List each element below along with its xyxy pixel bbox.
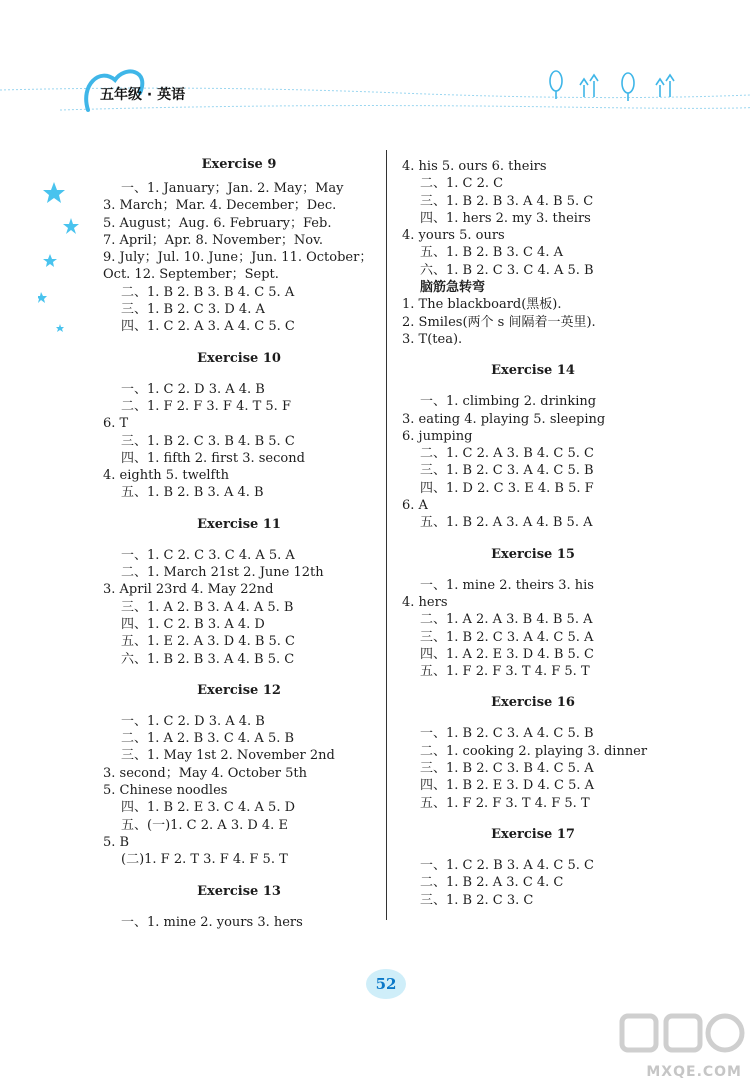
answer-line: 四、1. C 2. B 3. A 4. D (121, 616, 265, 632)
answer-line: 6. A (402, 498, 428, 514)
answer-line: 4. his 5. ours 6. theirs (402, 159, 547, 174)
watermark-site-text: MXQE.COM (646, 1064, 742, 1080)
answer-line: 5. Chinese noodles (103, 783, 228, 799)
answer-line: 三、1. B 2. C 3. D 4. A (121, 302, 265, 318)
answer-line: 一、1. C 2. C 3. C 4. A 5. A (121, 547, 295, 563)
answer-line: 四、1. C 2. A 3. A 4. C 5. C (121, 319, 295, 335)
answer-line: 二、1. B 2. A 3. C 4. C (420, 875, 564, 891)
watermark-logo (560, 1010, 750, 1088)
answer-line: 2. Smiles(两个 s 间隔着一英里). (402, 314, 596, 330)
answer-line: 二、1. B 2. B 3. B 4. C 5. A (121, 284, 295, 300)
exercise-heading: Exercise 9 (201, 157, 277, 172)
answer-line: 五、1. F 2. F 3. T 4. F 5. T (420, 795, 590, 811)
exercise-heading: Exercise 14 (491, 363, 575, 379)
answer-line: 五、1. B 2. B 3. C 4. A (420, 245, 563, 261)
answer-line: 3. second；May 4. October 5th (103, 765, 307, 781)
answer-column-left (103, 158, 375, 931)
answer-line: Oct. 12. September；Sept. (103, 267, 279, 283)
answer-line: (二)1. F 2. T 3. F 4. F 5. T (121, 852, 288, 868)
exercise-heading: Exercise 11 (197, 516, 281, 532)
answer-line: 二、1. C 2. C (420, 176, 504, 192)
exercise-heading: Exercise 10 (197, 350, 281, 366)
exercise-heading: Exercise 12 (197, 682, 281, 698)
page-number: 52 (366, 969, 406, 999)
answer-line: 5. B (103, 834, 130, 850)
answer-line: 脑筋急转弯 (420, 280, 486, 296)
answer-line: 四、1. D 2. C 3. E 4. B 5. F (420, 480, 594, 496)
answer-line: 四、1. fifth 2. first 3. second (121, 450, 305, 466)
star-decoration-icon (38, 178, 88, 338)
answer-line: 四、1. A 2. E 3. D 4. B 5. C (420, 646, 595, 662)
answer-line: 五、1. E 2. A 3. D 4. B 5. C (121, 634, 296, 650)
answer-line: 五、1. B 2. A 3. A 4. B 5. A (420, 515, 593, 531)
answer-line: 三、1. B 2. C 3. C (420, 892, 534, 908)
page-header-title: 五年级 · 英语 (100, 87, 186, 103)
answer-line: 二、1. cooking 2. playing 3. dinner (420, 743, 648, 759)
answer-line: 三、1. B 2. C 3. A 4. C 5. B (420, 463, 594, 479)
watermark-seal-icon (560, 1010, 750, 1070)
answer-line: 五、1. F 2. F 3. T 4. F 5. T (420, 664, 590, 680)
answer-line: 9. July；Jul. 10. June；Jun. 11. October； (103, 250, 373, 266)
answer-line: 1. The blackboard(黑板). (402, 297, 562, 313)
answer-line: 7. April；Apr. 8. November；Nov. (103, 232, 324, 248)
answer-line: 3. eating 4. playing 5. sleeping (402, 411, 606, 427)
answer-line: 五、(一)1. C 2. A 3. D 4. E (121, 817, 288, 833)
exercise-heading: Exercise 15 (491, 546, 575, 562)
answer-line: 3. April 23rd 4. May 22nd (103, 582, 274, 598)
answer-line: 三、1. B 2. C 3. A 4. C 5. A (420, 629, 594, 645)
answer-line: 6. T (103, 416, 129, 432)
answer-line: 四、1. B 2. E 3. D 4. C 5. A (420, 778, 595, 794)
answer-column-right (402, 158, 664, 909)
answer-line: 一、1. January；Jan. 2. May；May (121, 181, 344, 196)
answer-line: 一、1. C 2. D 3. A 4. B (121, 713, 265, 729)
answer-line: 一、1. C 2. B 3. A 4. C 5. C (420, 857, 594, 873)
exercise-heading: Exercise 16 (491, 695, 575, 711)
answer-line: 一、1. mine 2. theirs 3. his (420, 577, 594, 593)
answer-line: 一、1. climbing 2. drinking (420, 394, 597, 410)
column-divider (386, 150, 387, 920)
answer-line: 二、1. March 21st 2. June 12th (121, 565, 324, 581)
answer-line: 五、1. B 2. B 3. A 4. B (121, 485, 264, 501)
answer-line: 4. eighth 5. twelfth (103, 468, 229, 484)
answer-line: 3. March；Mar. 4. December；Dec. (103, 198, 337, 214)
answer-line: 四、1. B 2. E 3. C 4. A 5. D (121, 800, 296, 816)
answer-line: 三、1. A 2. B 3. A 4. A 5. B (121, 599, 294, 615)
answer-line: 一、1. C 2. D 3. A 4. B (121, 381, 265, 397)
answer-line: 三、1. B 2. C 3. B 4. B 5. C (121, 433, 295, 449)
answer-line: 二、1. F 2. F 3. F 4. T 5. F (121, 398, 291, 414)
answer-line: 二、1. C 2. A 3. B 4. C 5. C (420, 446, 594, 462)
answer-line: 六、1. B 2. B 3. A 4. B 5. C (121, 651, 295, 667)
answer-line: 二、1. A 2. B 3. C 4. A 5. B (121, 731, 295, 747)
answer-line: 二、1. A 2. A 3. B 4. B 5. A (420, 612, 593, 628)
answer-line: 四、1. hers 2. my 3. theirs (420, 210, 591, 226)
answer-line: 一、1. B 2. C 3. A 4. C 5. B (420, 726, 594, 742)
answer-line: 6. jumping (402, 428, 473, 444)
answer-line: 三、1. B 2. C 3. B 4. C 5. A (420, 761, 594, 777)
exercise-heading: Exercise 13 (197, 883, 281, 899)
exercise-heading: Exercise 17 (491, 826, 575, 842)
answer-line: 3. T(tea). (402, 331, 463, 347)
answer-line: 三、1. May 1st 2. November 2nd (121, 748, 335, 764)
answer-line: 一、1. mine 2. yours 3. hers (121, 914, 303, 930)
answer-line: 三、1. B 2. B 3. A 4. B 5. C (420, 193, 594, 209)
answer-line: 六、1. B 2. C 3. C 4. A 5. B (420, 262, 594, 278)
answer-line: 5. August；Aug. 6. February；Feb. (103, 215, 332, 231)
answer-line: 4. hers (402, 594, 448, 610)
answer-line: 4. yours 5. ours (402, 228, 505, 244)
